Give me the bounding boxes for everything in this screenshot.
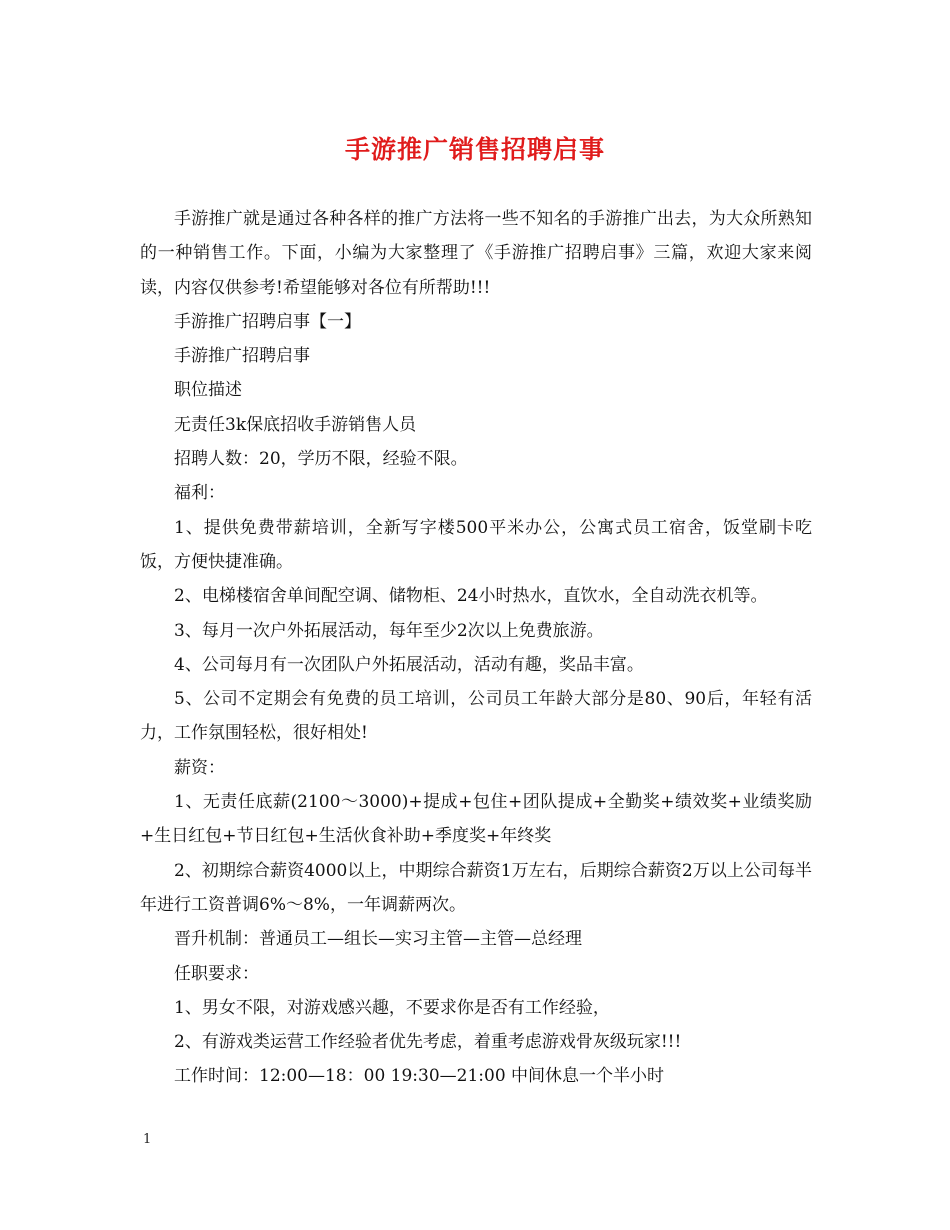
paragraph-requirements-label: 任职要求：	[174, 963, 259, 984]
page-number: 1	[143, 1132, 152, 1147]
paragraph-benefit-2: 2、电梯楼宿舍单间配空调、储物柜、24小时热水，直饮水，全自动洗衣机等。	[174, 586, 768, 607]
paragraph-job-description-label: 职位描述	[174, 380, 242, 401]
paragraph-job-summary: 无责任3k保底招收手游销售人员	[174, 414, 417, 435]
paragraph-benefit-3: 3、每月一次户外拓展活动，每年至少2次以上免费旅游。	[174, 620, 604, 641]
paragraph-benefit-5: 5、公司不定期会有免费的员工培训，公司员工年龄大部分是80、90后，年轻有活力，工作氛围轻松，很好相处!	[140, 689, 812, 744]
paragraph-requirement-1: 1、男女不限，对游戏感兴趣，不要求你是否有工作经验，	[174, 997, 610, 1018]
document-body	[140, 202, 812, 1094]
paragraph-salary-label: 薪资：	[174, 757, 225, 778]
paragraph-subheading: 手游推广招聘启事	[174, 346, 310, 367]
paragraph-headcount: 招聘人数：20，学历不限，经验不限。	[174, 449, 468, 470]
paragraph-salary-2: 2、初期综合薪资4000以上，中期综合薪资1万左右，后期综合薪资2万以上公司每半年进行工资普调6%～8%，一年调薪两次。	[140, 860, 812, 915]
paragraph-intro: 手游推广就是通过各种各样的推广方法将一些不知名的手游推广出去，为大众所熟知的一种销售工作。下面，小编为大家整理了《手游推广招聘启事》三篇，欢迎大家来阅读，内容仅供参考!希望能够对各位有所帮助!!!	[140, 209, 812, 298]
paragraph-benefit-1: 1、提供免费带薪培训，全新写字楼500平米办公，公寓式员工宿舍，饭堂刷卡吃饭，方便快捷准确。	[140, 517, 812, 572]
paragraph-section-heading: 手游推广招聘启事【一】	[174, 311, 361, 332]
paragraph-benefit-4: 4、公司每月有一次团队户外拓展活动，活动有趣，奖品丰富。	[174, 654, 644, 675]
paragraph-promotion: 晋升机制：普通员工—组长—实习主管—主管—总经理	[174, 929, 582, 950]
paragraph-work-hours: 工作时间：12:00—18：00 19:30—21:00 中间休息一个半小时	[174, 1066, 665, 1087]
paragraph-benefits-label: 福利：	[174, 483, 225, 504]
paragraph-salary-1: 1、无责任底薪(2100～3000)+提成+包住+团队提成+全勤奖+绩效奖+业绩奖励+生日红包+节日红包+生活伙食补助+季度奖+年终奖	[140, 792, 812, 847]
paragraph-requirement-2: 2、有游戏类运营工作经验者优先考虑，着重考虑游戏骨灰级玩家!!!	[174, 1032, 682, 1053]
document-title: 手游推广销售招聘启事	[344, 135, 605, 164]
